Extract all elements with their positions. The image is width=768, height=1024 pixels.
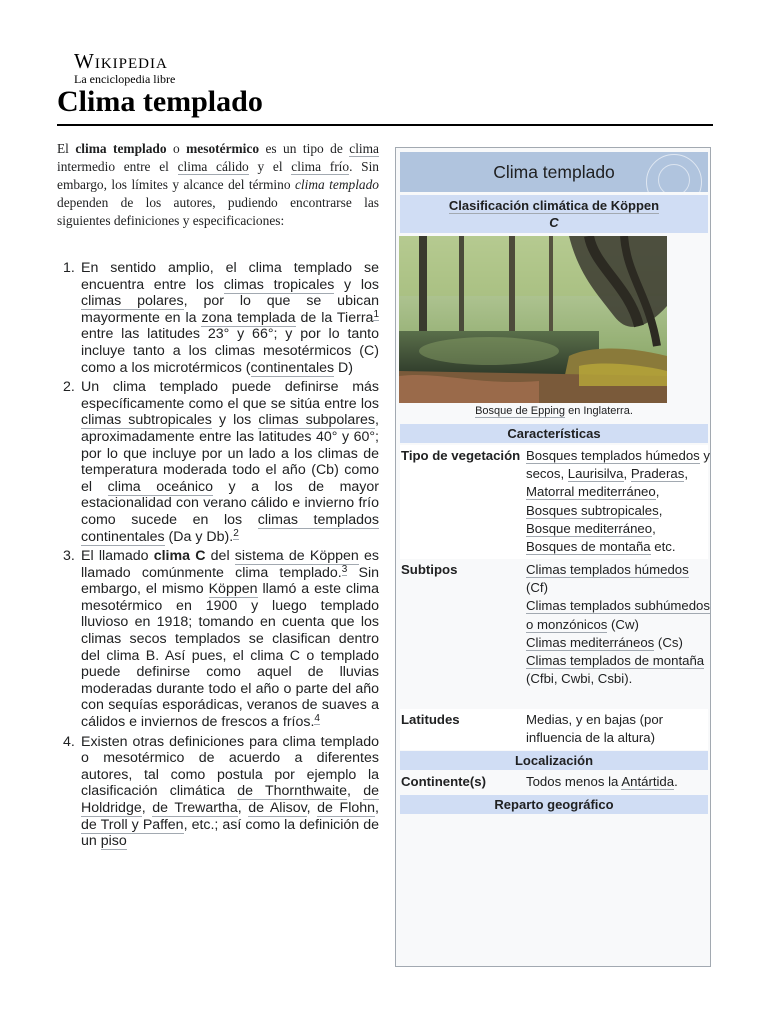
link-bosque-mediterraneo[interactable]: Bosque mediterráneo [526, 520, 653, 536]
reference-3[interactable]: 3 [341, 563, 348, 575]
row-value: Climas templados húmedos (Cf) Climas templados subhúmedos o monzónicos (Cw) Climas mediterráneos (Cs) Climas templados de montaña (Cfbi, Cwbi, Csbi). [526, 562, 710, 687]
logo-name-text: Wikipedia [74, 49, 168, 73]
list-item: 2. Un clima templado puede definirse más específicamente como el que se sitúa entre los climas subtropicales y los climas subpolares, aproximadamente entre las latitudes 40° y 60°; por lo que incluye por un lado a los climas de temperatura moderada todo el año (Cb) como el clima oceánico y a los de mayor estacionalidad con verano cálido e invierno frío como sucede en los climas templados continentales (Da y Db).$^2$ [63, 379, 380, 545]
link-climas-subtropicales[interactable]: climas subtropicales [81, 412, 212, 429]
link-climas-templados-de-montana[interactable]: Climas templados de montaña [526, 653, 705, 669]
infobox [395, 147, 711, 967]
link-clima-frio[interactable]: clima frío [291, 159, 350, 174]
infobox-row-vegetacion [400, 445, 711, 559]
list-item: 1. En sentido amplio, el clima templado se encuentra entre los climas tropicales y los climas polares, por lo que se ubican mayormente en la zona templada de la Tierra$^1$ entre las latitudes 23° y 66°; y por lo tanto incluye tanto a los climas mesotérmicos (C) como a los microtérmicos (continentales D) [63, 260, 379, 376]
link-de-trewartha[interactable]: de Trewartha [152, 800, 238, 816]
link-matorral-mediterraneo[interactable]: Matorral mediterráneo [526, 484, 656, 500]
bold-term-mesotermico: mesotérmico [186, 141, 260, 156]
list-number: 3. [63, 548, 75, 565]
logo-wordmark [74, 50, 204, 72]
bold-term-clima-c: clima C [153, 548, 206, 565]
infobox-subtitle [400, 195, 708, 233]
koppen-code: C [549, 215, 559, 230]
list-number: 2. [63, 379, 75, 396]
link-sistema-de-koppen[interactable]: sistema de Köppen [234, 548, 359, 565]
forest-photo-image [399, 236, 667, 403]
link-clima[interactable]: clima [349, 141, 379, 156]
link-praderas[interactable]: Praderas [630, 466, 685, 482]
list-item: 3. El llamado clima C del sistema de Köppen es llamado comúnmente clima templado.$^3$ Sin embargo, el mismo Köppen llamó a este clima mesotérmico en 1900 y luego templado lluvioso en 1918; tomando en cuenta que los climas secos templados se clasifican dentro del clima B. Así pues, el clima C o templado puede definirse como aquel de lluvias moderadas durante todo el año o parte del año con sequías esporádicas, veranos de suaves a cálidos e inviernos de frescos a fríos.$^4$ [63, 548, 380, 731]
page-title: Clima templado [57, 85, 263, 118]
infobox-row-subtipos [400, 559, 708, 709]
link-clima-oceanico[interactable]: clima oceánico [107, 478, 214, 495]
link-de-holdridge[interactable]: de Holdridge [81, 783, 380, 816]
link-clasificacion-koppen[interactable]: Clasificación climática de Köppen [448, 198, 660, 213]
section-header-localizacion: Localización [400, 751, 708, 770]
link-piso[interactable]: piso [100, 833, 127, 850]
title-divider [57, 124, 713, 126]
link-de-flohn[interactable]: de Flohn [317, 800, 376, 816]
link-climas-tropicales[interactable]: climas tropicales [223, 276, 335, 293]
infobox-row-continentes [400, 771, 708, 794]
definitions-list [57, 260, 379, 853]
section-header-caracteristicas: Características [400, 424, 708, 443]
list-number: 4. [63, 733, 75, 750]
link-climas-templados-subhumedos[interactable]: Climas templados subhúmedos o monzónicos [526, 598, 710, 632]
row-value: Bosques templados húmedos y secos, Laurisilva, Praderas, Matorral mediterráneo, Bosques subtropicales, Bosque mediterráneo, Bosques de montaña etc. [526, 448, 711, 555]
link-koppen[interactable]: Köppen [208, 581, 258, 598]
reference-1[interactable]: 1 [373, 308, 379, 320]
row-label: Latitudes [401, 712, 460, 727]
reference-2[interactable]: 2 [233, 527, 239, 539]
list-number: 1. [63, 260, 75, 276]
forest-photo[interactable] [399, 236, 667, 403]
link-de-thornthwaite[interactable]: de Thornthwaite [237, 783, 348, 800]
link-de-alisov[interactable]: de Alisov [248, 800, 307, 816]
link-laurisilva[interactable]: Laurisilva [567, 466, 624, 482]
photo-caption: Bosque de Epping en Inglaterra. [475, 405, 633, 417]
intro-paragraph: El clima templado o mesotérmico es un tipo de clima intermedio entre el clima cálido y el clima frío. Sin embargo, los límites y alcance del término clima templado dependen de los autores, pudiendo encontrarse las siguientes definiciones y especificaciones: [57, 141, 380, 228]
row-value: Medias, y en bajas (por influencia de la altura) [526, 712, 664, 746]
row-label: Continente(s) [401, 774, 486, 789]
link-antartida[interactable]: Antártida [621, 774, 675, 789]
link-bosques-de-montana[interactable]: Bosques de montaña [526, 539, 651, 555]
infobox-title-text: Clima templado [493, 161, 615, 182]
link-climas-templados-continentales[interactable]: climas templados continentales [81, 511, 379, 545]
link-climas-subpolares[interactable]: climas subpolares [258, 412, 376, 429]
globe-decoration-inner-icon [658, 164, 690, 192]
logo-tagline: La enciclopedia libre [74, 72, 176, 86]
italic-term: clima templado [294, 177, 379, 192]
link-climas-polares[interactable]: climas polares [81, 293, 184, 310]
infobox-title [400, 152, 708, 192]
list-item: 4. Existen otras definiciones para clima templado o mesotérmico de acuerdo a diferentes autores, tal como postula por ejemplo la clasificación climática de Thornthwaite, de Holdridge, de Trewartha, de Alisov, de Flohn, de Troll y Paffen, etc.; así como la definición de un piso [63, 733, 380, 850]
row-label: Tipo de vegetación [401, 448, 521, 463]
reference-4[interactable]: 4 [314, 713, 320, 725]
row-value: Todos menos la Antártida. [526, 774, 678, 789]
link-continentales[interactable]: continentales [250, 359, 335, 376]
link-climas-templados-humedos[interactable]: Climas templados húmedos [526, 562, 689, 577]
link-clima-calido[interactable]: clima cálido [177, 159, 249, 174]
link-bosques-subtropicales[interactable]: Bosques subtropicales [526, 502, 659, 518]
section-header-reparto-geografico: Reparto geográfico [400, 795, 708, 814]
bold-term-clima-templado: clima templado [75, 141, 167, 156]
link-bosque-de-epping[interactable]: Bosque de Epping [475, 405, 566, 417]
link-zona-templada[interactable]: zona templada [201, 309, 296, 326]
row-label: Subtipos [401, 562, 458, 577]
link-bosques-templados-humedos[interactable]: Bosques templados húmedos [526, 448, 700, 463]
link-de-troll-y-paffen[interactable]: de Troll y Paffen [81, 816, 184, 833]
wikipedia-logo[interactable] [74, 50, 204, 86]
infobox-row-latitudes [400, 709, 708, 750]
link-climas-mediterraneos[interactable]: Climas mediterráneos [526, 634, 655, 650]
